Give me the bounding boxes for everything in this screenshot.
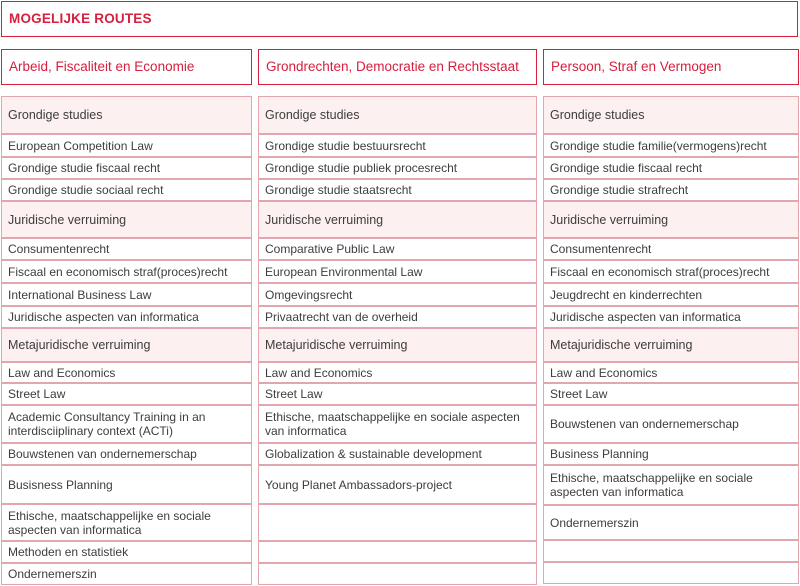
- group-heading: Juridische verruiming: [1, 201, 252, 238]
- course-row: Grondige studie staatsrecht: [258, 179, 537, 201]
- course-row: Ondernemerszin: [1, 563, 252, 585]
- course-row: Grondige studie fiscaal recht: [543, 157, 799, 179]
- page-title: MOGELIJKE ROUTES: [9, 11, 152, 26]
- course-row: Grondige studie strafrecht: [543, 179, 799, 201]
- group-heading: Grondige studies: [543, 96, 799, 134]
- course-row: Grondige studie sociaal recht: [1, 179, 252, 201]
- group-heading: Metajuridische verruiming: [1, 328, 252, 362]
- course-row: Grondige studie familie(vermogens)recht: [543, 134, 799, 157]
- page-header: [1, 1, 798, 37]
- course-row: Grondige studie publiek procesrecht: [258, 157, 537, 179]
- course-row: Young Planet Ambassadors-project: [258, 465, 537, 504]
- group-heading: Juridische verruiming: [543, 201, 799, 238]
- column-title: Persoon, Straf en Vermogen: [543, 49, 799, 85]
- course-row: Ethische, maatschappelijke en sociale aspecten van informatica: [258, 405, 537, 443]
- group-heading: Juridische verruiming: [258, 201, 537, 238]
- course-row: Busisness Planning: [1, 465, 252, 504]
- course-row: Bouwstenen van ondernemerschap: [1, 443, 252, 465]
- course-row: European Competition Law: [1, 134, 252, 157]
- course-row: Ethische, maatschappelijke en sociale aspecten van informatica: [1, 504, 252, 541]
- course-row: [258, 563, 537, 585]
- group-heading: Grondige studies: [1, 96, 252, 134]
- course-row: Ethische, maatschappelijke en sociale aspecten van informatica: [543, 465, 799, 505]
- course-row: Grondige studie fiscaal recht: [1, 157, 252, 179]
- course-row: International Business Law: [1, 283, 252, 306]
- course-row: Street Law: [258, 383, 537, 405]
- course-row: Street Law: [1, 383, 252, 405]
- course-row: Fiscaal en economisch straf(proces)recht: [543, 260, 799, 283]
- group-heading: Metajuridische verruiming: [258, 328, 537, 362]
- course-row: Fiscaal en economisch straf(proces)recht: [1, 260, 252, 283]
- course-row: Privaatrecht van de overheid: [258, 306, 537, 328]
- course-row: Law and Economics: [1, 362, 252, 383]
- column-title: Grondrechten, Democratie en Rechtsstaat: [258, 49, 537, 85]
- course-row: Bouwstenen van ondernemerschap: [543, 405, 799, 443]
- course-row: Business Planning: [543, 443, 799, 465]
- course-row: Omgevingsrecht: [258, 283, 537, 306]
- column-title: Arbeid, Fiscaliteit en Economie: [1, 49, 252, 85]
- course-row: [258, 541, 537, 563]
- course-row: European Environmental Law: [258, 260, 537, 283]
- course-row: Consumentenrecht: [543, 238, 799, 260]
- course-row: Jeugdrecht en kinderrechten: [543, 283, 799, 306]
- course-row: Juridische aspecten van informatica: [1, 306, 252, 328]
- course-row: [258, 504, 537, 541]
- group-heading: Metajuridische verruiming: [543, 328, 799, 362]
- course-row: Academic Consultancy Training in an interdisciiplinary context (ACTi): [1, 405, 252, 443]
- course-row: [543, 540, 799, 562]
- course-row: Comparative Public Law: [258, 238, 537, 260]
- course-row: Methoden en statistiek: [1, 541, 252, 563]
- course-row: Law and Economics: [258, 362, 537, 383]
- course-row: Ondernemerszin: [543, 505, 799, 540]
- course-row: Grondige studie bestuursrecht: [258, 134, 537, 157]
- course-row: Globalization & sustainable development: [258, 443, 537, 465]
- course-row: Street Law: [543, 383, 799, 405]
- course-row: Juridische aspecten van informatica: [543, 306, 799, 328]
- course-row: [543, 562, 799, 584]
- course-row: Law and Economics: [543, 362, 799, 383]
- group-heading: Grondige studies: [258, 96, 537, 134]
- course-row: Consumentenrecht: [1, 238, 252, 260]
